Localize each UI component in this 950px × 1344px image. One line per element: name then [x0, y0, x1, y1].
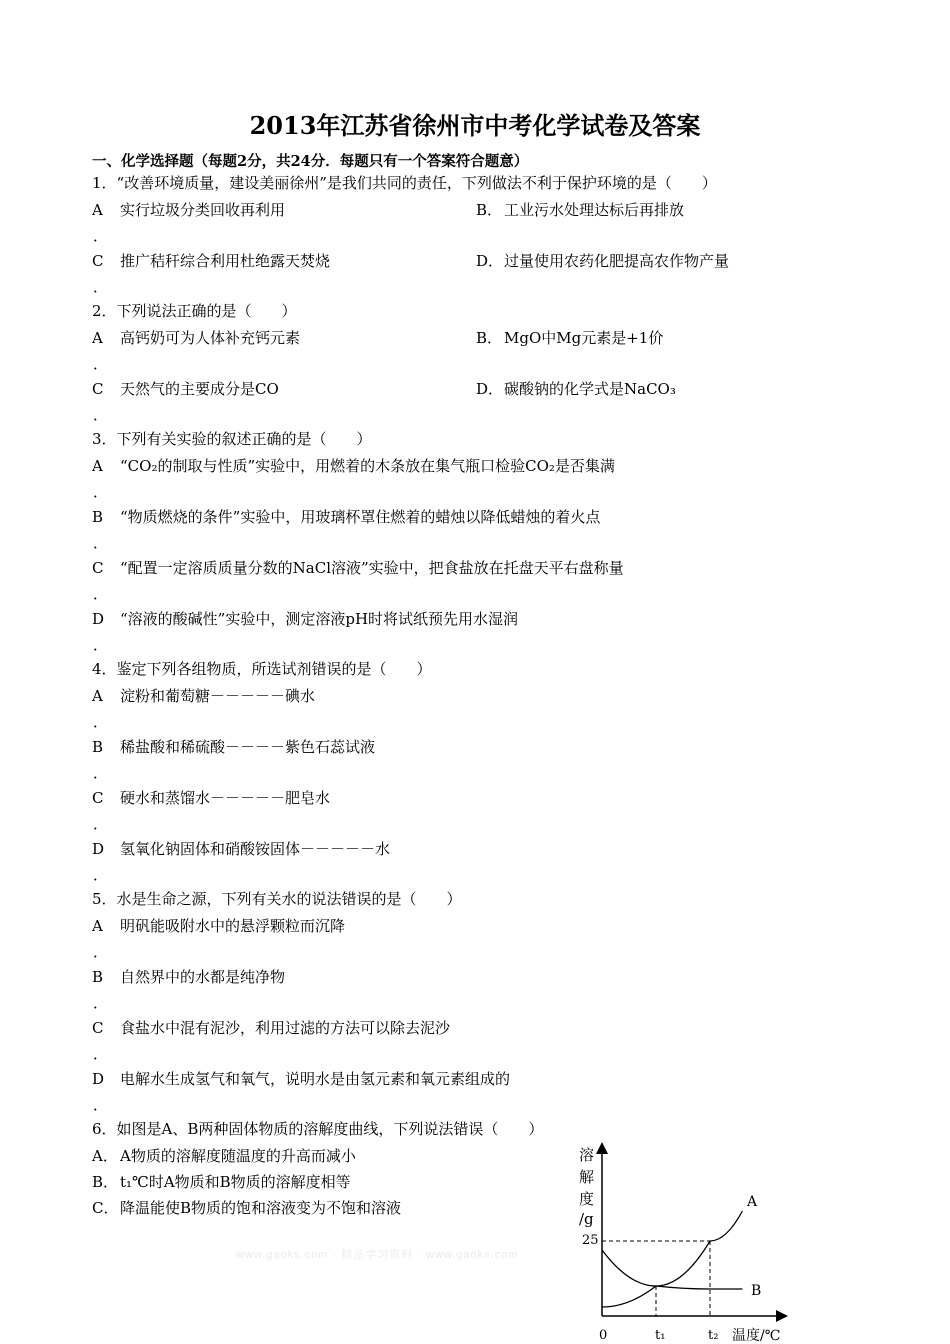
- q1-option-d: [476, 251, 729, 271]
- option-dot: ．: [93, 1096, 109, 1114]
- option-letter: C: [92, 380, 104, 398]
- q6-option-b: [92, 1172, 351, 1192]
- option-letter: A: [92, 917, 103, 935]
- question-5-stem: 5．水是生命之源，下列有关水的说法错误的是（ ）: [92, 890, 462, 908]
- option-text: 高钙奶可为人体补充钙元素: [120, 329, 301, 347]
- y-axis-label-char: /g: [579, 1210, 594, 1228]
- q3-option-d: [92, 609, 518, 629]
- option-letter: D．: [476, 252, 504, 270]
- option-text: MgO中Mg元素是+1价: [504, 329, 664, 347]
- option-text: 工业污水处理达标后再排放: [504, 201, 685, 219]
- curve-b: [602, 1250, 742, 1289]
- option-letter: A: [92, 329, 103, 347]
- option-text: 碳酸钠的化学式是NaCO₃: [504, 380, 676, 398]
- curve-a-label: A: [747, 1194, 758, 1210]
- q2-option-a: [92, 328, 300, 348]
- q5-option-b: [92, 967, 285, 987]
- option-dot: ．: [93, 585, 109, 603]
- option-text: 氢氧化钠固体和硝酸铵固体－－－－－水: [120, 840, 391, 858]
- q1-option-a: [92, 200, 285, 220]
- option-text: 淀粉和葡萄糖－－－－－碘水: [120, 687, 316, 705]
- x-axis-label: 温度/℃: [732, 1328, 781, 1344]
- option-text: 明矾能吸附水中的悬浮颗粒而沉降: [120, 917, 346, 935]
- question-3-stem: 3．下列有关实验的叙述正确的是（ ）: [92, 430, 372, 448]
- option-text: 硬水和蒸馏水－－－－－肥皂水: [120, 789, 331, 807]
- option-dot: ．: [93, 636, 109, 654]
- q4-option-c: [92, 788, 330, 808]
- option-dot: ．: [93, 866, 109, 884]
- option-text: “配置一定溶质质量分数的NaCl溶液”实验中，把食盐放在托盘天平右盘称量: [120, 559, 624, 577]
- question-2-stem: 2．下列说法正确的是（ ）: [92, 302, 297, 320]
- question-6-stem: 6．如图是A、B两种固体物质的溶解度曲线，下列说法错误（ ）: [92, 1120, 544, 1138]
- option-text: t₁℃时A物质和B物质的溶解度相等: [120, 1173, 351, 1191]
- y-axis-label-char: 解: [579, 1168, 595, 1186]
- option-letter: D: [92, 840, 105, 858]
- curve-a: [602, 1211, 742, 1307]
- option-text: 推广秸秆综合利用杜绝露天焚烧: [120, 252, 331, 270]
- option-dot: ．: [93, 815, 109, 833]
- option-dot: ．: [93, 406, 109, 424]
- q1-option-b: [476, 200, 684, 220]
- option-letter: C．: [92, 1199, 119, 1217]
- option-dot: ．: [93, 943, 109, 961]
- watermark: www.gaoks.com · 精品学习资料 · www.gaoks.com: [236, 1249, 519, 1261]
- option-text: 稀盐酸和稀硫酸－－－－紫色石蕊试液: [120, 738, 376, 756]
- option-text: 食盐水中混有泥沙，利用过滤的方法可以除去泥沙: [120, 1019, 451, 1037]
- option-text: 电解水生成氢气和氧气，说明水是由氢元素和氧元素组成的: [120, 1070, 511, 1088]
- q5-option-c: [92, 1018, 450, 1038]
- y-tick-25: 25: [582, 1233, 599, 1248]
- option-text: “CO₂的制取与性质”实验中，用燃着的木条放在集气瓶口检验CO₂是否集满: [120, 457, 615, 475]
- option-dot: ．: [93, 764, 109, 782]
- option-text: 过量使用农药化肥提高农作物产量: [504, 252, 730, 270]
- q2-option-d: [476, 379, 676, 399]
- option-dot: ．: [93, 994, 109, 1012]
- option-letter: B: [92, 508, 104, 526]
- option-letter: C: [92, 252, 104, 270]
- y-axis-label-char: 度: [579, 1190, 595, 1208]
- option-letter: C: [92, 559, 104, 577]
- option-dot: ．: [93, 355, 109, 373]
- option-dot: ．: [93, 227, 109, 245]
- q3-option-a: [92, 456, 615, 476]
- option-letter: D．: [476, 380, 504, 398]
- q5-option-a: [92, 916, 345, 936]
- option-text: 降温能使B物质的饱和溶液变为不饱和溶液: [120, 1199, 402, 1217]
- q4-option-b: [92, 737, 375, 757]
- option-letter: D: [92, 610, 105, 628]
- option-letter: B．: [476, 201, 503, 219]
- x-tick-t2: t₂: [708, 1328, 719, 1343]
- q6-option-a: [92, 1146, 356, 1166]
- option-dot: ．: [93, 1045, 109, 1063]
- q2-option-c: [92, 379, 279, 399]
- q4-option-a: [92, 686, 315, 706]
- option-dot: ．: [93, 713, 109, 731]
- option-letter: B: [92, 738, 104, 756]
- option-text: 实行垃圾分类回收再利用: [120, 201, 286, 219]
- x-tick-t1: t₁: [655, 1328, 666, 1343]
- solubility-curve-figure: [570, 1138, 795, 1344]
- option-text: 天然气的主要成分是CO: [120, 380, 279, 398]
- option-dot: ．: [93, 483, 109, 501]
- option-text: A物质的溶解度随温度的升高而减小: [120, 1147, 356, 1165]
- question-4-stem: 4．鉴定下列各组物质，所选试剂错误的是（ ）: [92, 660, 432, 678]
- option-letter: C: [92, 789, 104, 807]
- q2-option-b: [476, 328, 663, 348]
- q3-option-c: [92, 558, 624, 578]
- option-dot: ．: [93, 278, 109, 296]
- q5-option-d: [92, 1069, 510, 1089]
- option-text: “溶液的酸碱性”实验中，测定溶液pH时将试纸预先用水湿润: [120, 610, 519, 628]
- option-text: 自然界中的水都是纯净物: [120, 968, 286, 986]
- option-dot: ．: [93, 534, 109, 552]
- q3-option-b: [92, 507, 600, 527]
- option-letter: B: [92, 968, 104, 986]
- option-text: “物质燃烧的条件”实验中，用玻璃杯罩住燃着的蜡烛以降低蜡烛的着火点: [120, 508, 601, 526]
- page-title: 2013年江苏省徐州市中考化学试卷及答案: [249, 111, 701, 140]
- y-axis-label-char: 溶: [579, 1146, 595, 1164]
- option-letter: B．: [476, 329, 503, 347]
- option-letter: B．: [92, 1173, 119, 1191]
- curve-b-label: B: [751, 1283, 762, 1299]
- section-heading: 一、化学选择题（每题2分，共24分．每题只有一个答案符合题意）: [92, 153, 529, 170]
- origin-label: 0: [599, 1328, 608, 1343]
- option-letter: C: [92, 1019, 104, 1037]
- option-letter: A: [92, 687, 103, 705]
- option-letter: A: [92, 201, 103, 219]
- q6-option-c: [92, 1198, 401, 1218]
- q4-option-d: [92, 839, 390, 859]
- option-letter: D: [92, 1070, 105, 1088]
- option-letter: A．: [92, 1147, 118, 1165]
- curves-group: [602, 1211, 742, 1316]
- question-1-stem: 1．“改善环境质量，建设美丽徐州”是我们共同的责任，下列做法不利于保护环境的是（ ）: [92, 174, 717, 192]
- option-letter: A: [92, 457, 103, 475]
- q1-option-c: [92, 251, 330, 271]
